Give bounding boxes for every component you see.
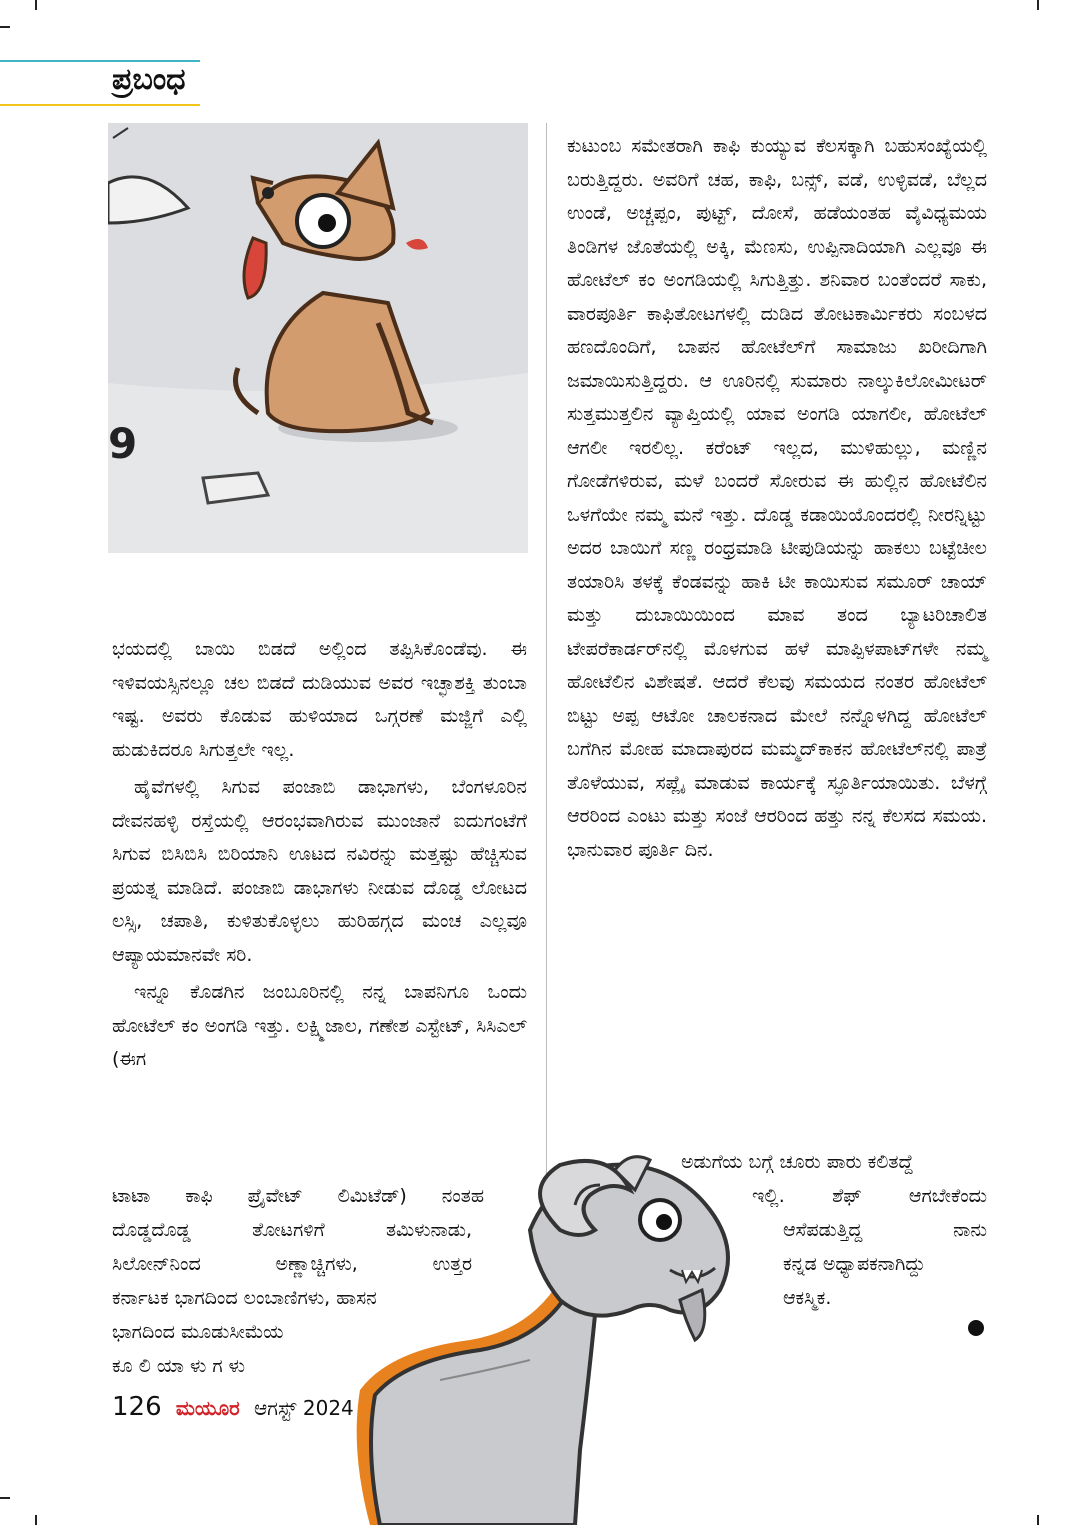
crop-mark — [35, 1515, 37, 1525]
section-title: ಪ್ರಬಂಧ — [112, 62, 186, 97]
crop-mark — [0, 1497, 10, 1499]
text-line: ಇಲ್ಲಿ. ಶೆಫ್ ಆಗಬೇಕೆಂದು — [752, 1185, 987, 1207]
text-line: ಭಾಗದಿಂದ ಮೂಡುಸೀಮೆಯ — [112, 1321, 284, 1343]
text-line: ದೊಡ್ಡದೊಡ್ಡ ತೋಟಗಳಿಗೆ ತಮಿಳುನಾಡು, — [112, 1219, 472, 1241]
text-line: ಆಸೆಪಡುತ್ತಿದ್ದ ನಾನು — [783, 1219, 987, 1241]
paragraph: ಇನ್ನೂ ಕೊಡಗಿನ ಜಂಬೂರಿನಲ್ಲಿ ನನ್ನ ಬಾಪನಿಗೂ ಒಂದು ಹೋಟೆಲ್ ಕಂ ಅಂಗಡಿ ಇತ್ತು. ಲಕ್ಷ್ಮಿಜಾಲ, ಗಣೇಶ ಎಸ್ಟೇಟ್, ಸಿಸಿಎಲ್ (ಈಗ — [112, 981, 527, 1070]
text-line: ಅಡುಗೆಯ ಬಗ್ಗೆ ಚೂರು ಪಾರು ಕಲಿತದ್ದೆ — [681, 1151, 914, 1173]
crop-mark — [35, 0, 37, 10]
dog-illustration — [108, 123, 528, 553]
text-line: ಟಾಟಾ ಕಾಫಿ ಪ್ರೈವೇಟ್ ಲಿಮಿಟೆಡ್) ನಂತಹ — [112, 1185, 484, 1207]
issue-date: ಆಗಸ್ಟ್ 2024 — [253, 1396, 354, 1420]
header-rule-yellow — [0, 104, 200, 106]
magazine-logo: ಮಯೂರ — [175, 1396, 240, 1420]
paragraph: ಹೈವೆಗಳಲ್ಲಿ ಸಿಗುವ ಪಂಜಾಬಿ ಡಾಭಾಗಳು, ಬೆಂಗಳೂರಿನ ದೇವನಹಳ್ಳಿ ರಸ್ತೆಯಲ್ಲಿ ಆರಂಭವಾಗಿರುವ ಮುಂಜಾನೆ ಐದುಗಂಟೆಗೆ ಸಿಗುವ ಬಿಸಿಬಿಸಿ ಬಿರಿಯಾನಿ ಊಟದ ನವಿರನ್ನು ಮತ್ತಷ್ಟು ಹೆಚ್ಚಿಸುವ ಪ್ರಯತ್ನ ಮಾಡಿದೆ. ಪಂಜಾಬಿ ಡಾಭಾಗಳು ನೀಡುವ ದೊಡ್ಡ ಲೋಟದ ಲಸ್ಸಿ, ಚಪಾತಿ, ಕುಳಿತುಕೊಳ್ಳಲು ಹುರಿಹಗ್ಗದ ಮಂಚ ಎಲ್ಲವೂ ಆಪ್ಯಾಯಮಾನವೇ ಸರಿ. — [112, 776, 527, 966]
text-line: ಸಿಲೋನ್‌ನಿಂದ ಅಣ್ಣಾಚ್ಚಿಗಳು, ಉತ್ತರ — [112, 1253, 472, 1275]
crop-mark — [1037, 0, 1039, 10]
text-line: ಕರ್ನಾಟಕ ಭಾಗದಿಂದ ಲಂಬಾಣಿಗಳು, ಹಾಸನ — [112, 1287, 377, 1309]
crop-mark — [0, 26, 10, 28]
column-divider — [546, 123, 547, 1213]
page-number: 126 — [112, 1392, 162, 1422]
page-footer — [112, 1392, 354, 1422]
text-line: ಕೂ ಲಿ ಯಾ ಳು ಗ ಳು — [112, 1355, 246, 1377]
text-line: ಕನ್ನಡ ಅಧ್ಯಾಪಕನಾಗಿದ್ದು — [783, 1253, 926, 1275]
paragraph: ಕುಟುಂಬ ಸಮೇತರಾಗಿ ಕಾಫಿ ಕುಯ್ಯುವ ಕೆಲಸಕ್ಕಾಗಿ ಬಹುಸಂಖ್ಯೆಯಲ್ಲಿ ಬರುತ್ತಿದ್ದರು. ಅವರಿಗೆ ಚಹ, ಕಾಫಿ, ಬನ್ಸ್, ವಡೆ, ಉಳ್ಳಿವಡೆ, ಬೆಲ್ಲದ ಉಂಡೆ, ಅಚ್ಚಪ್ಪಂ, ಪುಟ್ಟ್, ದೋಸೆ, ಹಡೆಯಂತಹ ವೈವಿಧ್ಯಮಯ ತಿಂಡಿಗಳ ಜೊತೆಯಲ್ಲಿ ಅಕ್ಕಿ, ಮೆಣಸು, ಉಪ್ಪಿನಾದಿಯಾಗಿ ಎಲ್ಲವೂ ಈ ಹೋಟೆಲ್ ಕಂ ಅಂಗಡಿಯಲ್ಲಿ ಸಿಗುತ್ತಿತ್ತು. ಶನಿವಾರ ಬಂತೆಂದರೆ ಸಾಕು, ವಾರಪೂರ್ತಿ ಕಾಫಿತೋಟಗಳಲ್ಲಿ ದುಡಿದ ತೋಟಕಾರ್ಮಿಕರು ಸಂಬಳದ ಹಣದೊಂದಿಗೆ, ಬಾಪನ ಹೋಟೆಲ್‌ಗೆ ಸಾಮಾಜು ಖರೀದಿಗಾಗಿ ಜಮಾಯಿಸುತ್ತಿದ್ದರು. ಆ ಊರಿನಲ್ಲಿ ಸುಮಾರು ನಾಲ್ಕುಕಿಲೋಮೀಟರ್ ಸುತ್ತಮುತ್ತಲಿನ ವ್ಯಾಪ್ತಿಯಲ್ಲಿ ಯಾವ ಅಂಗಡಿ ಯಾಗಲೀ, ಹೋಟೆಲ್ ಆಗಲೀ ಇರಲಿಲ್ಲ. ಕರೆಂಟ್ ಇಲ್ಲದ, ಮುಳಿಹುಲ್ಲು, ಮಣ್ಣಿನ ಗೋಡೆಗಳಿರುವ, ಮಳೆ ಬಂದರೆ ಸೋರುವ ಈ ಹುಲ್ಲಿನ ಹೋಟೆಲಿನ ಒಳಗೆಯೇ ನಮ್ಮ ಮನೆ ಇತ್ತು. ದೊಡ್ಡ ಕಡಾಯಿಯೊಂದರಲ್ಲಿ ನೀರನ್ನಿಟ್ಟು ಅದರ ಬಾಯಿಗೆ ಸಣ್ಣ ರಂಧ್ರಮಾಡಿ ಟೀಪುಡಿಯನ್ನು ಹಾಕಲು ಬಟ್ಟೆಚೀಲ ತಯಾರಿಸಿ ತಳಕ್ಕೆ ಕೆಂಡವನ್ನು ಹಾಕಿ ಟೀ ಕಾಯಿಸುವ ಸಮೂರ್ ಚಾಯ್ ಮತ್ತು ದುಬಾಯಿಯಿಂದ ಮಾವ ತಂದ ಬ್ಯಾಟರಿಚಾಲಿತ ಟೇಪರೆಕಾರ್ಡರ್‌ನಲ್ಲಿ ಮೊಳಗುವ ಹಳೆ ಮಾಪ್ಪಿಳಪಾಟ್‌ಗಳೇ ನಮ್ಮ ಹೋಟೆಲಿನ ವಿಶೇಷತೆ. ಆದರೆ ಕೆಲವು ಸಮಯದ ನಂತರ ಹೋಟೆಲ್ ಬಿಟ್ಟು ಅಪ್ಪ ಆಟೋ ಚಾಲಕನಾದ ಮೇಲೆ ನನ್ನೊಳಗಿದ್ದ ಹೋಟೆಲ್ ಬಗೆಗಿನ ಮೋಹ ಮಾದಾಪುರದ ಮಮ್ಮದ್‌ಕಾಕನ ಹೋಟೆಲ್‌ನಲ್ಲಿ ಪಾತ್ರೆ ತೊಳೆಯುವ, ಸಪ್ಲೈ ಮಾಡುವ ಕಾರ್ಯಕ್ಕೆ ಸ್ಫೂರ್ತಿಯಾಯಿತು. ಬೆಳಗ್ಗೆ ಆರರಿಂದ ಎಂಟು ಮತ್ತು ಸಂಜೆ ಆರರಿಂದ ಹತ್ತು ನನ್ನ ಕೆಲಸದ ಸಮಯ. ಭಾನುವಾರ ಪೂರ್ತಿ ದಿನ. — [567, 135, 987, 861]
article-right-column — [567, 130, 987, 867]
paragraph: ಭಯದಲ್ಲಿ ಬಾಯಿ ಬಿಡದೆ ಅಲ್ಲಿಂದ ತಪ್ಪಿಸಿಕೊಂಡೆವು. ಈ ಇಳಿವಯಸ್ಸಿನಲ್ಲೂ ಚಲ ಬಿಡದೆ ದುಡಿಯುವ ಅವರ ಇಚ್ಛಾಶಕ್ತಿ ತುಂಬಾ ಇಷ್ಟ. ಅವರು ಕೊಡುವ ಹುಳಿಯಾದ ಒಗ್ಗರಣೆ ಮಜ್ಜಿಗೆ ಎಲ್ಲಿ ಹುಡುಕಿದರೂ ಸಿಗುತ್ತಲೇ ಇಲ್ಲ. — [112, 638, 527, 761]
end-of-article-mark — [968, 1320, 984, 1336]
article-left-column — [112, 633, 527, 1077]
cropped-digit: 9 — [108, 419, 138, 468]
text-line: ಆಕಸ್ಮಿಕ. — [783, 1287, 832, 1309]
crop-mark — [1037, 1515, 1039, 1525]
goat-illustration — [330, 1150, 750, 1525]
